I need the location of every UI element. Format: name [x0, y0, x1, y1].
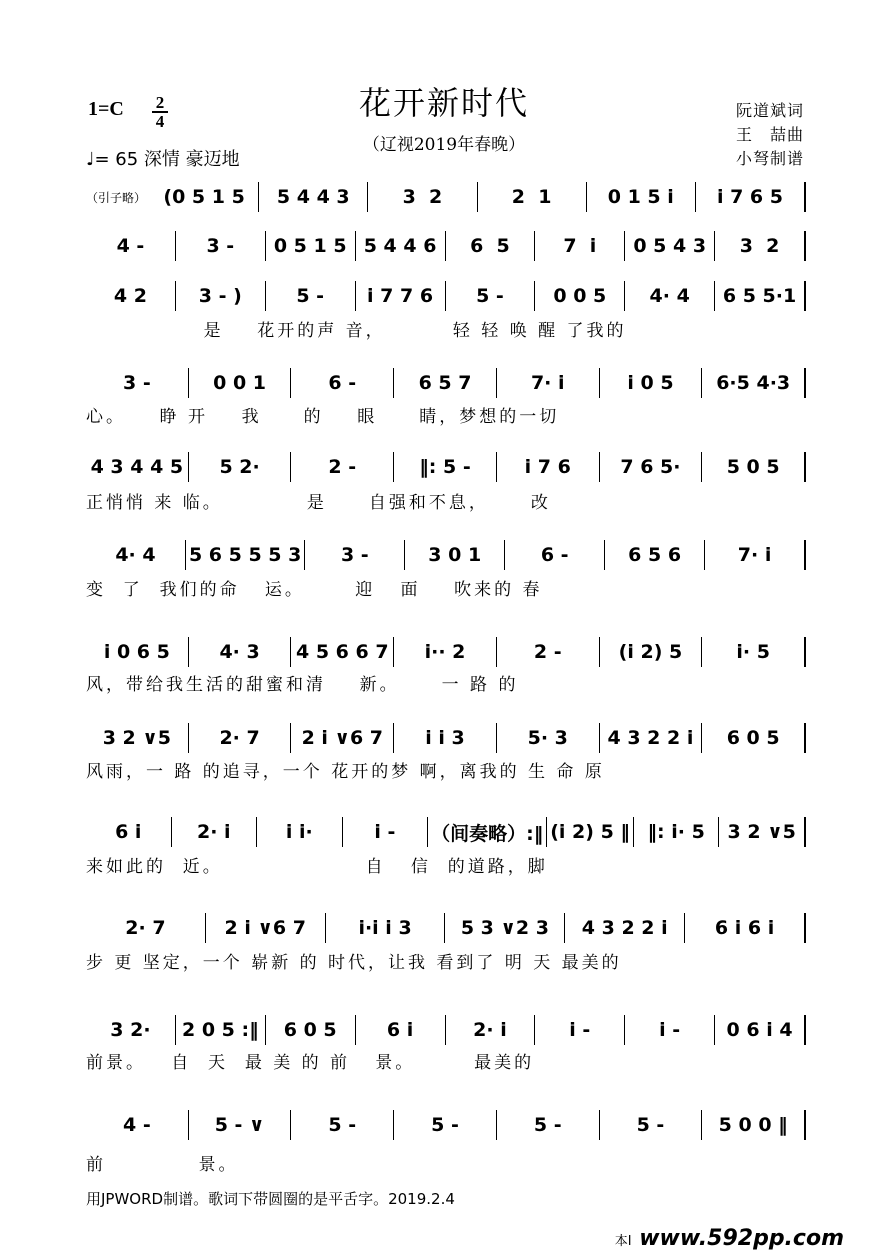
- score-line: [86, 1014, 806, 1046]
- measure: 4 2: [86, 281, 176, 311]
- measure: 3 0 1: [405, 540, 505, 570]
- measure: (i 2) 5 ‖: [547, 817, 634, 847]
- measure: i· 5: [702, 637, 806, 667]
- measure: 5· 3: [497, 723, 600, 753]
- measure: 3 2: [715, 231, 806, 261]
- measure: i 7 7 6: [356, 281, 446, 311]
- composer: 王 喆曲: [735, 125, 804, 144]
- measure: 5 4 4 6: [356, 231, 446, 261]
- measure: 6·5 4·3: [702, 368, 806, 398]
- lyrics-line: 是 花开的声 音， 轻 轻 唤 醒 了我的: [86, 321, 627, 341]
- arranger: 小弩制谱: [735, 149, 804, 168]
- measure: 3 -: [176, 231, 266, 261]
- lyrics-line: 正悄悄 来 临。 是 自强和不息， 改: [86, 493, 551, 513]
- score-line: [86, 912, 806, 944]
- lyrics-line: 风，带给我生活的甜蜜和清 新。 一 路 的: [86, 675, 519, 695]
- lyrics-line: 心。 睁 开 我 的 眼 睛，梦想的一切: [86, 407, 560, 427]
- measure: 2· i: [446, 1015, 536, 1045]
- score-line: [86, 816, 806, 848]
- measure: 2 1: [478, 182, 587, 212]
- measure: 2 0 5 :‖: [176, 1015, 266, 1045]
- lyrics-line: 风雨，一 路 的追寻，一个 花开的梦 啊，离我的 生 命 原: [86, 762, 605, 782]
- measure: 5 -: [600, 1110, 703, 1140]
- line-prefix: （引子略）: [86, 190, 147, 205]
- measure: 5 -: [497, 1110, 600, 1140]
- score-title: 花开新时代: [358, 84, 529, 122]
- measure: 4· 4: [86, 540, 186, 570]
- time-top: 2: [155, 93, 165, 112]
- lyrics-line: 步 更 坚定，一个 崭新 的 时代，让我 看到了 明 天 最美的: [86, 953, 622, 973]
- measure: i·· 2: [394, 637, 497, 667]
- measure: i 0 6 5: [86, 637, 189, 667]
- score-line: [86, 451, 806, 483]
- measure: ‖: i· 5: [634, 817, 720, 847]
- measure: 2· 7: [86, 913, 206, 943]
- measure: 5 4 4 3: [259, 182, 368, 212]
- measure: 4 3 2 2 i: [600, 723, 703, 753]
- measure: 5 2·: [189, 452, 292, 482]
- measure: 7 i: [535, 231, 625, 261]
- measure: 4· 3: [189, 637, 292, 667]
- measure: i·i i 3: [326, 913, 446, 943]
- watermark-site: www.592pp.com: [639, 1226, 844, 1251]
- score-line: [86, 1109, 806, 1141]
- measure: 0 1 5 i: [587, 182, 696, 212]
- measure: 3 2 ∨5: [86, 723, 189, 753]
- measure: 3 - ): [176, 281, 266, 311]
- time-signature: [152, 94, 168, 130]
- measure: 3 -: [305, 540, 405, 570]
- lyricist: 阮道斌词: [735, 101, 804, 120]
- measure: i 7 6: [497, 452, 600, 482]
- key-signature: 1=C: [88, 98, 124, 120]
- measure: (i 2) 5: [600, 637, 703, 667]
- watermark: [615, 1226, 844, 1251]
- time-bottom: 4: [155, 112, 165, 131]
- measure: 6 0 5: [266, 1015, 356, 1045]
- measure: 3 2: [368, 182, 477, 212]
- measure: 6 -: [291, 368, 394, 398]
- measure: 3 -: [86, 368, 189, 398]
- measure: 5 -: [291, 1110, 394, 1140]
- measure: 2· i: [172, 817, 258, 847]
- lyrics-line: 前 景。: [86, 1155, 239, 1175]
- lyrics-line: 变 了 我们的命 运。 迎 面 吹来的 春: [86, 580, 543, 600]
- measure: 0 0 5: [535, 281, 625, 311]
- measure: 7· i: [705, 540, 806, 570]
- measure: 6 0 5: [702, 723, 806, 753]
- score-subtitle: （辽视2019年春晚）: [362, 135, 526, 155]
- measure: 5 3 ∨2 3: [445, 913, 565, 943]
- measure: i i·: [257, 817, 343, 847]
- measure: 5 0 0 ‖: [702, 1110, 806, 1140]
- measure: 7 6 5·: [600, 452, 703, 482]
- tempo-marking: ♩= 65 深情 豪迈地: [86, 149, 240, 170]
- measure: 0 5 1 5: [266, 231, 356, 261]
- watermark-prefix: 本I: [614, 1234, 632, 1249]
- measure: 5 6 5 5 5 3: [186, 540, 305, 570]
- score-line: [86, 230, 806, 262]
- measure: 2 -: [497, 637, 600, 667]
- measure: 5 0 5: [702, 452, 806, 482]
- score-line: [86, 722, 806, 754]
- measure: 0 0 1: [189, 368, 292, 398]
- measure: ‖: 5 -: [394, 452, 497, 482]
- measure: 5 - ∨: [189, 1110, 292, 1140]
- measure: 3 2 ∨5: [719, 817, 806, 847]
- lyrics-line: 前景。 自 天 最 美 的 前 景。 最美的: [86, 1053, 535, 1073]
- measure: i i 3: [394, 723, 497, 753]
- measure: 2· 7: [189, 723, 292, 753]
- measure: 6 5 7: [394, 368, 497, 398]
- score-line: [86, 636, 806, 668]
- measure: 7· i: [497, 368, 600, 398]
- score-line: [86, 181, 806, 213]
- measure: 4· 4: [625, 281, 715, 311]
- measure: i 7 6 5: [696, 182, 806, 212]
- measure: 6 i: [86, 817, 172, 847]
- measure: 6 i: [356, 1015, 446, 1045]
- measure: 2 i ∨6 7: [206, 913, 326, 943]
- score-line: [86, 539, 806, 571]
- measure: 4 5 6 6 7: [291, 637, 394, 667]
- measure: 6 -: [505, 540, 605, 570]
- measure: i -: [343, 817, 429, 847]
- measure: 2 i ∨6 7: [291, 723, 394, 753]
- measure: i 0 5: [600, 368, 703, 398]
- measure: 2 -: [291, 452, 394, 482]
- measure: 4 -: [86, 1110, 189, 1140]
- measure: （间奏略）:‖: [428, 817, 547, 847]
- measure: 3 2·: [86, 1015, 176, 1045]
- measure: 4 -: [86, 231, 176, 261]
- measure: (0 5 1 5: [150, 182, 259, 212]
- measure: 5 -: [394, 1110, 497, 1140]
- measure: i -: [535, 1015, 625, 1045]
- score-line: [86, 280, 806, 312]
- measure: 5 -: [266, 281, 356, 311]
- measure: 0 5 4 3: [625, 231, 715, 261]
- measure: 4 3 2 2 i: [565, 913, 685, 943]
- lyrics-line: 来如此的 近。 自 信 的道路，脚: [86, 857, 548, 877]
- measure: 6 5: [446, 231, 536, 261]
- measure: i -: [625, 1015, 715, 1045]
- measure: 6 5 5·1: [715, 281, 806, 311]
- measure: 6 5 6: [605, 540, 705, 570]
- measure: 0 6 i 4: [715, 1015, 806, 1045]
- score-line: [86, 367, 806, 399]
- footer-note: 用JPWORD制谱。歌词下带圆圈的是平舌字。2019.2.4: [86, 1190, 455, 1208]
- measure: 4 3 4 4 5: [86, 452, 189, 482]
- measure: 5 -: [446, 281, 536, 311]
- measure: 6 i 6 i: [685, 913, 806, 943]
